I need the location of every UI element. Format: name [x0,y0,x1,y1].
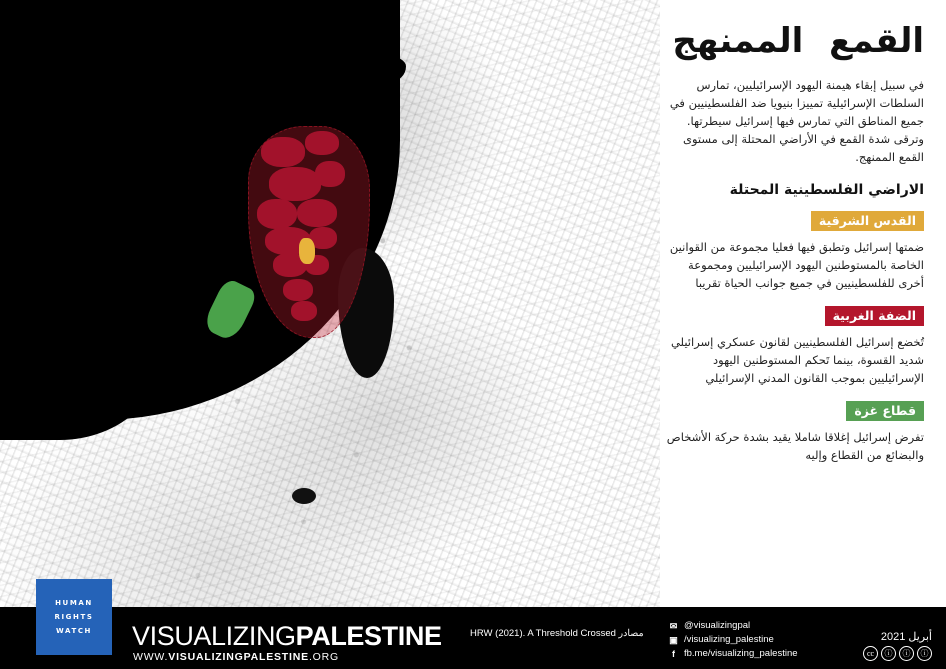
cc-by-icon: ⓘ [881,646,896,661]
website-url[interactable] [133,651,339,663]
visualizing-palestine-wordmark [132,621,442,652]
social-link-instagram[interactable] [668,633,798,647]
url-prefix: WWW. [133,651,169,663]
hrw-logo-line-3: WATCH [55,627,93,635]
social-link-twitter[interactable] [668,619,798,633]
status-badge-east-jerusalem: القدس الشرقية [811,211,924,231]
facebook-handle: fb.me/visualizing_palestine [684,648,798,659]
hrw-logo-line-1: HUMAN [55,599,93,607]
twitter-icon: ✉ [669,621,678,631]
facebook-icon: f [672,649,675,659]
wordmark-light: VISUALIZING [132,621,296,651]
block-text-east-jerusalem: ضمتها إسرائيل وتطبق فيها فعليا مجموعة من القوانين الخاصة بالمستوطنين اليهود الإسرائيليين ومجموعة أخرى للفلسطينيين في جميع جوانب الحياة تقريبا [669,240,924,290]
instagram-icon: ▣ [669,635,678,645]
sources-credit: مصادر HRW (2021). A Threshold Crossed [470,628,644,639]
url-suffix: .ORG [308,651,339,663]
dark-region-north [366,56,406,82]
cc-icon: cc [863,646,878,661]
content-panel [660,0,946,607]
twitter-handle: @visualizingpal [684,620,751,631]
map-region-east-jerusalem [299,238,315,264]
block-east-jerusalem [666,210,924,292]
social-link-facebook[interactable] [668,647,798,661]
url-domain: VISUALIZINGPALESTINE [168,651,309,663]
cc-nc-icon: ⓘ [899,646,914,661]
hrw-logo-line-2: RIGHTS [54,613,94,621]
date-year: 2021 [880,631,906,643]
date-month: أبريل [908,631,932,643]
section-heading: الاراضي الفلسطينية المحتلة [729,182,924,198]
status-badge-gaza: قطاع غزة [846,401,924,421]
block-text-gaza: تفرض إسرائيل إغلاقا شاملا يقيد بشدة حركة الأشخاص والبضائع من القطاع وإليه [666,430,924,462]
block-text-west-bank: تُخضع إسرائيل الفلسطينيين لقانون عسكري إسرائيلي شديد القسوة، بينما تَحكم المستوطنين اليهود الإسرائيليين بموجب القانون المدني الإسرائيلي [670,335,924,385]
creative-commons-icons [863,646,932,661]
cc-sa-icon: ⓘ [917,646,932,661]
page-title: القمع الممنهج [672,21,924,61]
publication-date [881,630,932,643]
block-gaza [666,400,924,464]
wordmark-bold: PALESTINE [295,621,442,651]
instagram-handle: /visualizing_palestine [684,634,774,645]
status-badge-west-bank: الضفة الغربية [825,306,924,326]
hrw-logo [36,579,112,655]
block-west-bank [666,305,924,387]
dark-region-small-1 [292,488,316,504]
footer-bar [0,599,946,669]
social-links [668,619,798,661]
intro-paragraph: في سبيل إبقاء هيمنة اليهود الإسرائيليين، تمارس السلطات الإسرائيلية تمييزا بنيويا ضد الفلسطينيين في جميع المناطق التي تمارس فيها إسرائيل سيطرتها. وترقى شدة القمع في الأراضي المحتلة إلى مستوى القمع الممنهج. [669,78,924,164]
